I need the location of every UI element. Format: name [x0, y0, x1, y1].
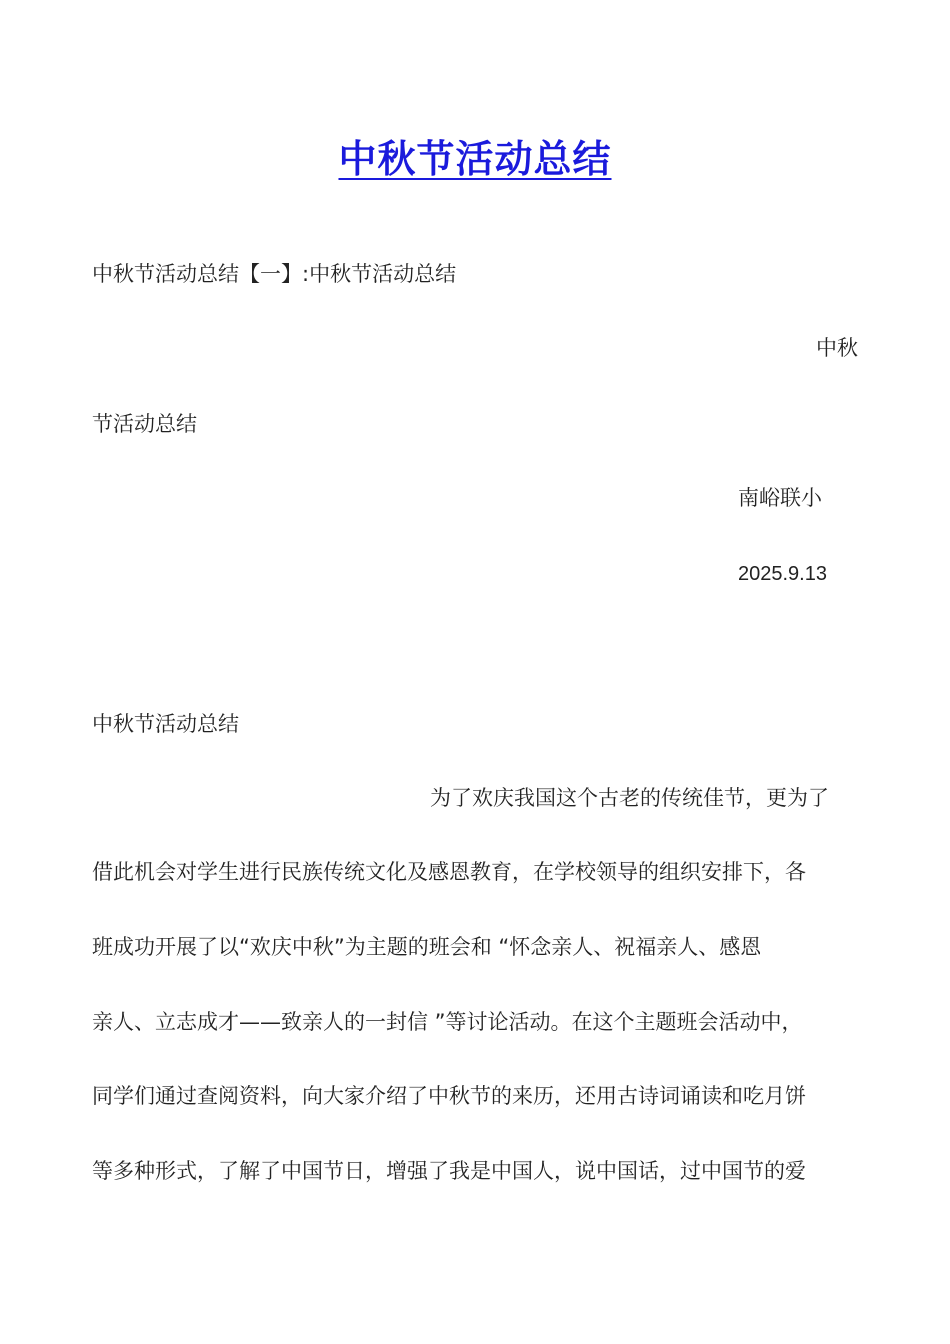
paragraph-line: 亲人、立志成才——致亲人的一封信 ”等讨论活动。在这个主题班会活动中，	[92, 1010, 803, 1034]
title-fragment: 中秋	[816, 336, 858, 360]
section-heading: 中秋节活动总结【一】:中秋节活动总结	[92, 262, 457, 286]
paragraph-line: 班成功开展了以“欢庆中秋”为主题的班会和 “怀念亲人、祝福亲人、感恩	[92, 935, 762, 959]
document-date: 2025.9.13	[738, 563, 827, 585]
paragraph-line: 借此机会对学生进行民族传统文化及感恩教育，在学校领导的组织安排下，各	[92, 860, 806, 884]
paragraph-line: 等多种形式，了解了中国节日，增强了我是中国人，说中国话，过中国节的爱	[92, 1159, 806, 1183]
paragraph-line: 为了欢庆我国这个古老的传统佳节，更为了	[430, 786, 829, 810]
document-title[interactable]: 中秋节活动总结	[338, 137, 612, 181]
author-name: 南峪联小	[738, 486, 822, 510]
summary-heading: 中秋节活动总结	[92, 712, 239, 736]
paragraph-line: 同学们通过查阅资料，向大家介绍了中秋节的来历，还用古诗词诵读和吃月饼	[92, 1084, 806, 1108]
title-fragment-continued: 节活动总结	[92, 412, 197, 436]
